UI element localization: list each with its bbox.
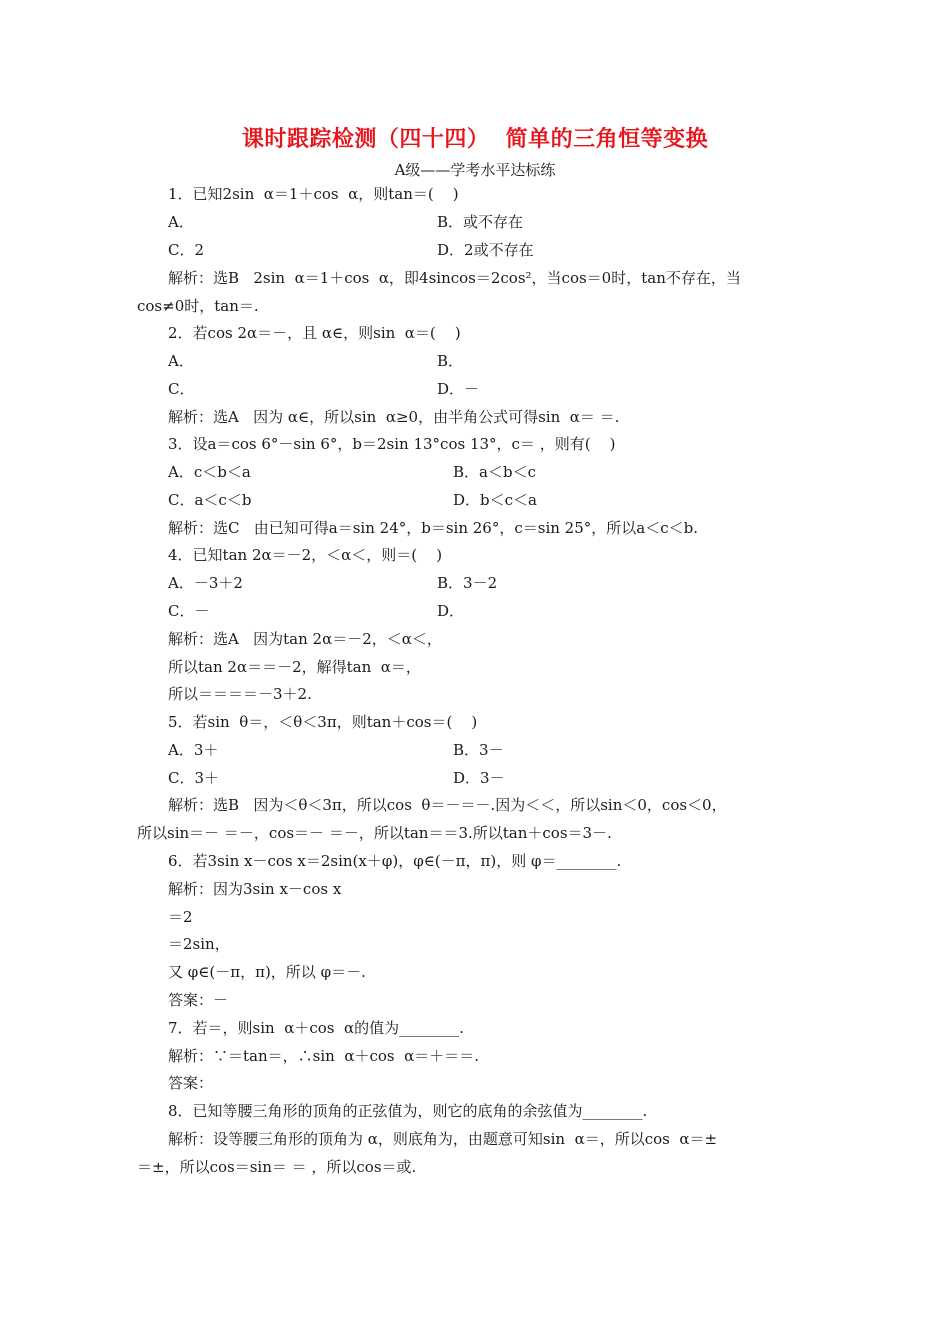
q1-option-b: B．或不存在 [437, 213, 524, 231]
q4-solution-line3: 所以＝＝＝＝－3＋2. [168, 685, 312, 703]
q5-option-c: C．3＋ [168, 769, 220, 787]
section-subtitle: A级——学考水平达标练 [394, 161, 556, 179]
q1-solution: 解析：选B 2sin α＝1＋cos α，即4sincos＝2cos²，当cos＝0时，tan不存在，当 [168, 269, 741, 287]
q2-solution: 解析：选A 因为 α∈，所以sin α≥0，由半角公式可得sin α＝ ＝. [168, 408, 620, 426]
q4-option-c: C．－ [168, 602, 210, 620]
q5-solution-cont: 所以sin＝－ ＝－，cos＝－ ＝－，所以tan＝＝3.所以tan＋cos＝3－. [137, 824, 612, 842]
q3-option-a: A．c＜b＜a [168, 463, 251, 481]
document-title: 课时跟踪检测（四十四） 简单的三角恒等变换 [241, 127, 709, 152]
q5-option-b: B．3－ [453, 741, 504, 759]
q6-solution-line3: ＝2sin， [168, 935, 230, 953]
q5-option-a: A．3＋ [168, 741, 219, 759]
q4-solution: 解析：选A 因为tan 2α＝－2，＜α＜， [168, 630, 442, 648]
q6-solution-line2: ＝2 [168, 908, 193, 926]
q1-option-d: D．2或不存在 [437, 241, 534, 259]
q7-stem: 7．若＝，则sin α＋cos α的值为________. [168, 1019, 464, 1037]
q7-answer: 答案： [168, 1074, 214, 1092]
q6-solution-line4: 又 φ∈(－π，π)，所以 φ＝－. [168, 963, 366, 981]
q5-stem: 5．若sin θ＝，＜θ＜3π，则tan＋cos＝( ) [168, 713, 478, 731]
q3-option-d: D．b＜c＜a [453, 491, 537, 509]
q3-stem: 3．设a＝cos 6°－sin 6°，b＝2sin 13°cos 13°，c＝ ，则有( ) [168, 435, 616, 453]
q2-option-c: C． [168, 380, 195, 398]
q4-option-b: B．3－2 [437, 574, 498, 592]
q1-solution-cont: cos≠0时，tan＝. [137, 297, 259, 315]
q2-stem: 2．若cos 2α＝－，且 α∈，则sin α＝( ) [168, 324, 461, 342]
q4-option-a: A．－3＋2 [168, 574, 243, 592]
q5-solution: 解析：选B 因为＜θ＜3π，所以cos θ＝－＝－.因为＜＜，所以sin＜0，cos＜0， [168, 796, 727, 814]
q4-solution-line2: 所以tan 2α＝＝－2，解得tan α＝， [168, 658, 421, 676]
q1-option-c: C．2 [168, 241, 205, 259]
q8-solution-cont: ＝±，所以cos＝sin＝ ＝ ，所以cos＝或. [137, 1158, 417, 1176]
q2-option-b: B． [437, 352, 464, 370]
q3-option-c: C．a＜c＜b [168, 491, 252, 509]
q3-option-b: B．a＜b＜c [453, 463, 536, 481]
q8-solution: 解析：设等腰三角形的顶角为 α，则底角为，由题意可知sin α＝，所以cos α＝± [168, 1130, 718, 1148]
q2-option-a: A． [168, 352, 194, 370]
q6-stem: 6．若3sin x－cos x＝2sin(x＋φ)，φ∈(－π，π)，则 φ＝________. [168, 852, 622, 870]
q6-answer: 答案：－ [168, 991, 229, 1009]
q4-option-d: D． [437, 602, 465, 620]
q2-option-d: D．－ [437, 380, 480, 398]
q1-stem: 1．已知2sin α＝1＋cos α，则tan＝( ) [168, 185, 459, 203]
q6-solution: 解析：因为3sin x－cos x [168, 880, 342, 898]
q5-option-d: D．3－ [453, 769, 505, 787]
q3-solution: 解析：选C 由已知可得a＝sin 24°，b＝sin 26°，c＝sin 25°，所以a＜c＜b. [168, 519, 698, 537]
q4-stem: 4．已知tan 2α＝－2，＜α＜，则＝( ) [168, 546, 443, 564]
q1-option-a: A． [168, 213, 194, 231]
q7-solution: 解析：∵＝tan＝，∴sin α＋cos α＝＋＝＝. [168, 1047, 480, 1065]
q8-stem: 8．已知等腰三角形的顶角的正弦值为，则它的底角的余弦值为________. [168, 1102, 648, 1120]
